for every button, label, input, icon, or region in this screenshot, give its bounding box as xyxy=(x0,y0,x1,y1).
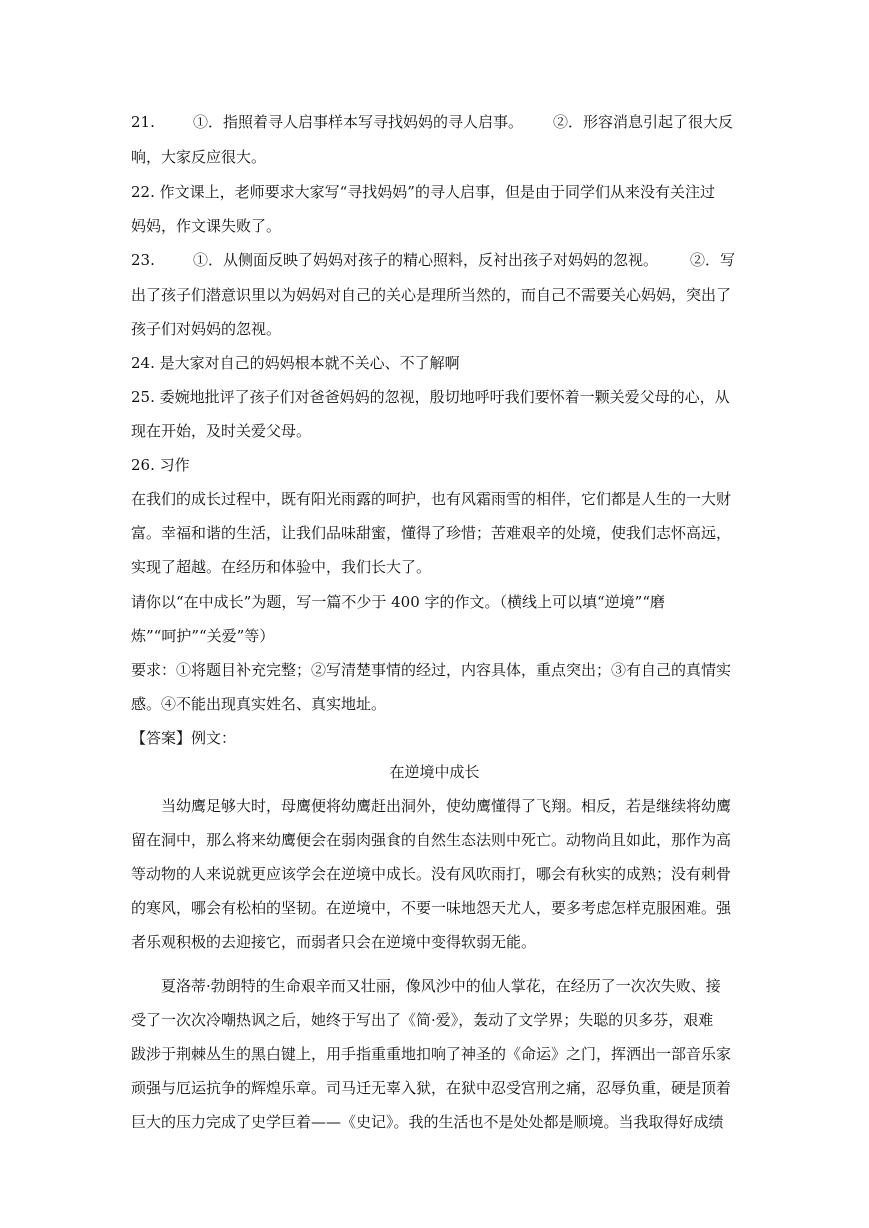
answer-22-line-2: 妈妈，作文课失败了。 xyxy=(131,217,282,235)
question-number: 21. xyxy=(131,113,155,131)
essay-para-1-line-4: 的寒风，哪会有松柏的坚韧。在逆境中，不要一味地怨天尤人，要多考虑怎样克服困难。强 xyxy=(131,899,732,917)
prompt-para-1-line-1: 在我们的成长过程中，既有阳光雨露的呵护，也有风霜雨雪的相伴，它们都是人生的一大财 xyxy=(131,490,732,508)
question-26-title: 26. 习作 xyxy=(131,456,190,474)
essay-para-2-line-3: 跋涉于荆棘丛生的黑白键上，用手指重重地扣响了神圣的《命运》之门，挥洒出一部音乐家 xyxy=(131,1045,732,1063)
essay-para-1-line-3: 等动物的人来说就更应该学会在逆境中成长。没有风吹雨打，哪会有秋实的成熟；没有刺骨 xyxy=(131,865,732,883)
essay-para-1-line-2: 留在洞中，那么将来幼鹰便会在弱肉强食的自然生态法则中死亡。动物尚且如此，那作为高 xyxy=(131,831,732,849)
answer-23-line-3: 孩子们对妈妈的忽视。 xyxy=(131,320,282,338)
answer-23-line-2: 出了孩子们潜意识里以为妈妈对自己的关心是理所当然的，而自己不需要关心妈妈，突出了 xyxy=(131,286,732,304)
requirements-line-1: 要求：①将题目补充完整；②写清楚事情的经过，内容具体，重点突出；③有自己的真情实 xyxy=(131,661,732,679)
answer-23-line-1 xyxy=(131,250,735,270)
answer-24-line-1: 24. 是大家对自己的妈妈根本就不关心、不了解啊 xyxy=(131,354,460,372)
essay-para-1-line-5: 者乐观积极的去迎接它，而弱者只会在逆境中变得软弱无能。 xyxy=(131,933,537,951)
essay-title: 在逆境中成长 xyxy=(389,763,480,781)
answer-label: 【答案】例文： xyxy=(131,729,237,747)
prompt-para-2-line-2: 炼”“呵护”“关爱”等） xyxy=(131,627,275,645)
essay-para-2-line-1: 夏洛蒂·勃朗特的生命艰辛而又壮丽，像风沙中的仙人掌花，在经历了一次次失败、接 xyxy=(161,977,721,995)
answer-25-line-1: 25. 委婉地批评了孩子们对爸爸妈妈的忽视，殷切地呼吁我们要怀着一颗关爱父母的心，从 xyxy=(131,388,730,406)
answer-21-part-2: ②．形容消息引起了很大反 xyxy=(553,113,734,131)
answer-21-line-1 xyxy=(131,112,733,132)
answer-22-line-1: 22. 作文课上，老师要求大家写“寻找妈妈”的寻人启事，但是由于同学们从来没有关注过 xyxy=(131,183,715,201)
essay-para-2-line-5: 巨大的压力完成了史学巨着——《史记》。我的生活也不是处处都是顺境。当我取得好成绩 xyxy=(131,1113,724,1131)
answer-21-part-1: ①．指照着寻人启事样本写寻找妈妈的寻人启事。 xyxy=(193,113,524,131)
essay-para-2-line-4: 顽强与厄运抗争的辉煌乐章。司马迁无辜入狱，在狱中忍受宫刑之痛，忍辱负重，硬是顶着 xyxy=(131,1079,732,1097)
requirements-line-2: 感。④不能出现真实姓名、真实地址。 xyxy=(131,695,387,713)
answer-23-part-2: ②．写 xyxy=(690,251,736,269)
prompt-para-2-line-1: 请你以“在中成长”为题，写一篇不少于 400 字的作文。（横线上可以填“逆境”“磨 xyxy=(131,593,666,611)
essay-para-1-line-1: 当幼鹰足够大时，母鹰便将幼鹰赶出洞外，使幼鹰懂得了飞翔。相反，若是继续将幼鹰 xyxy=(161,797,732,815)
prompt-para-1-line-3: 实现了超越。在经历和体验中，我们长大了。 xyxy=(131,558,432,576)
answer-23-part-1: ①．从侧面反映了妈妈对孩子的精心照料，反衬出孩子对妈妈的忽视。 xyxy=(193,251,659,269)
answer-25-line-2: 现在开始，及时关爱父母。 xyxy=(131,422,312,440)
question-number: 23. xyxy=(131,251,155,269)
essay-para-2-line-2: 受了一次次冷嘲热讽之后，她终于写出了《简·爱》，轰动了文学界；失聪的贝多芬，艰难 xyxy=(131,1011,714,1029)
answer-21-line-2: 响，大家反应很大。 xyxy=(131,148,267,166)
prompt-para-1-line-2: 富。幸福和谐的生活，让我们品味甜蜜，懂得了珍惜；苦难艰辛的处境，使我们志怀高远， xyxy=(131,524,732,542)
